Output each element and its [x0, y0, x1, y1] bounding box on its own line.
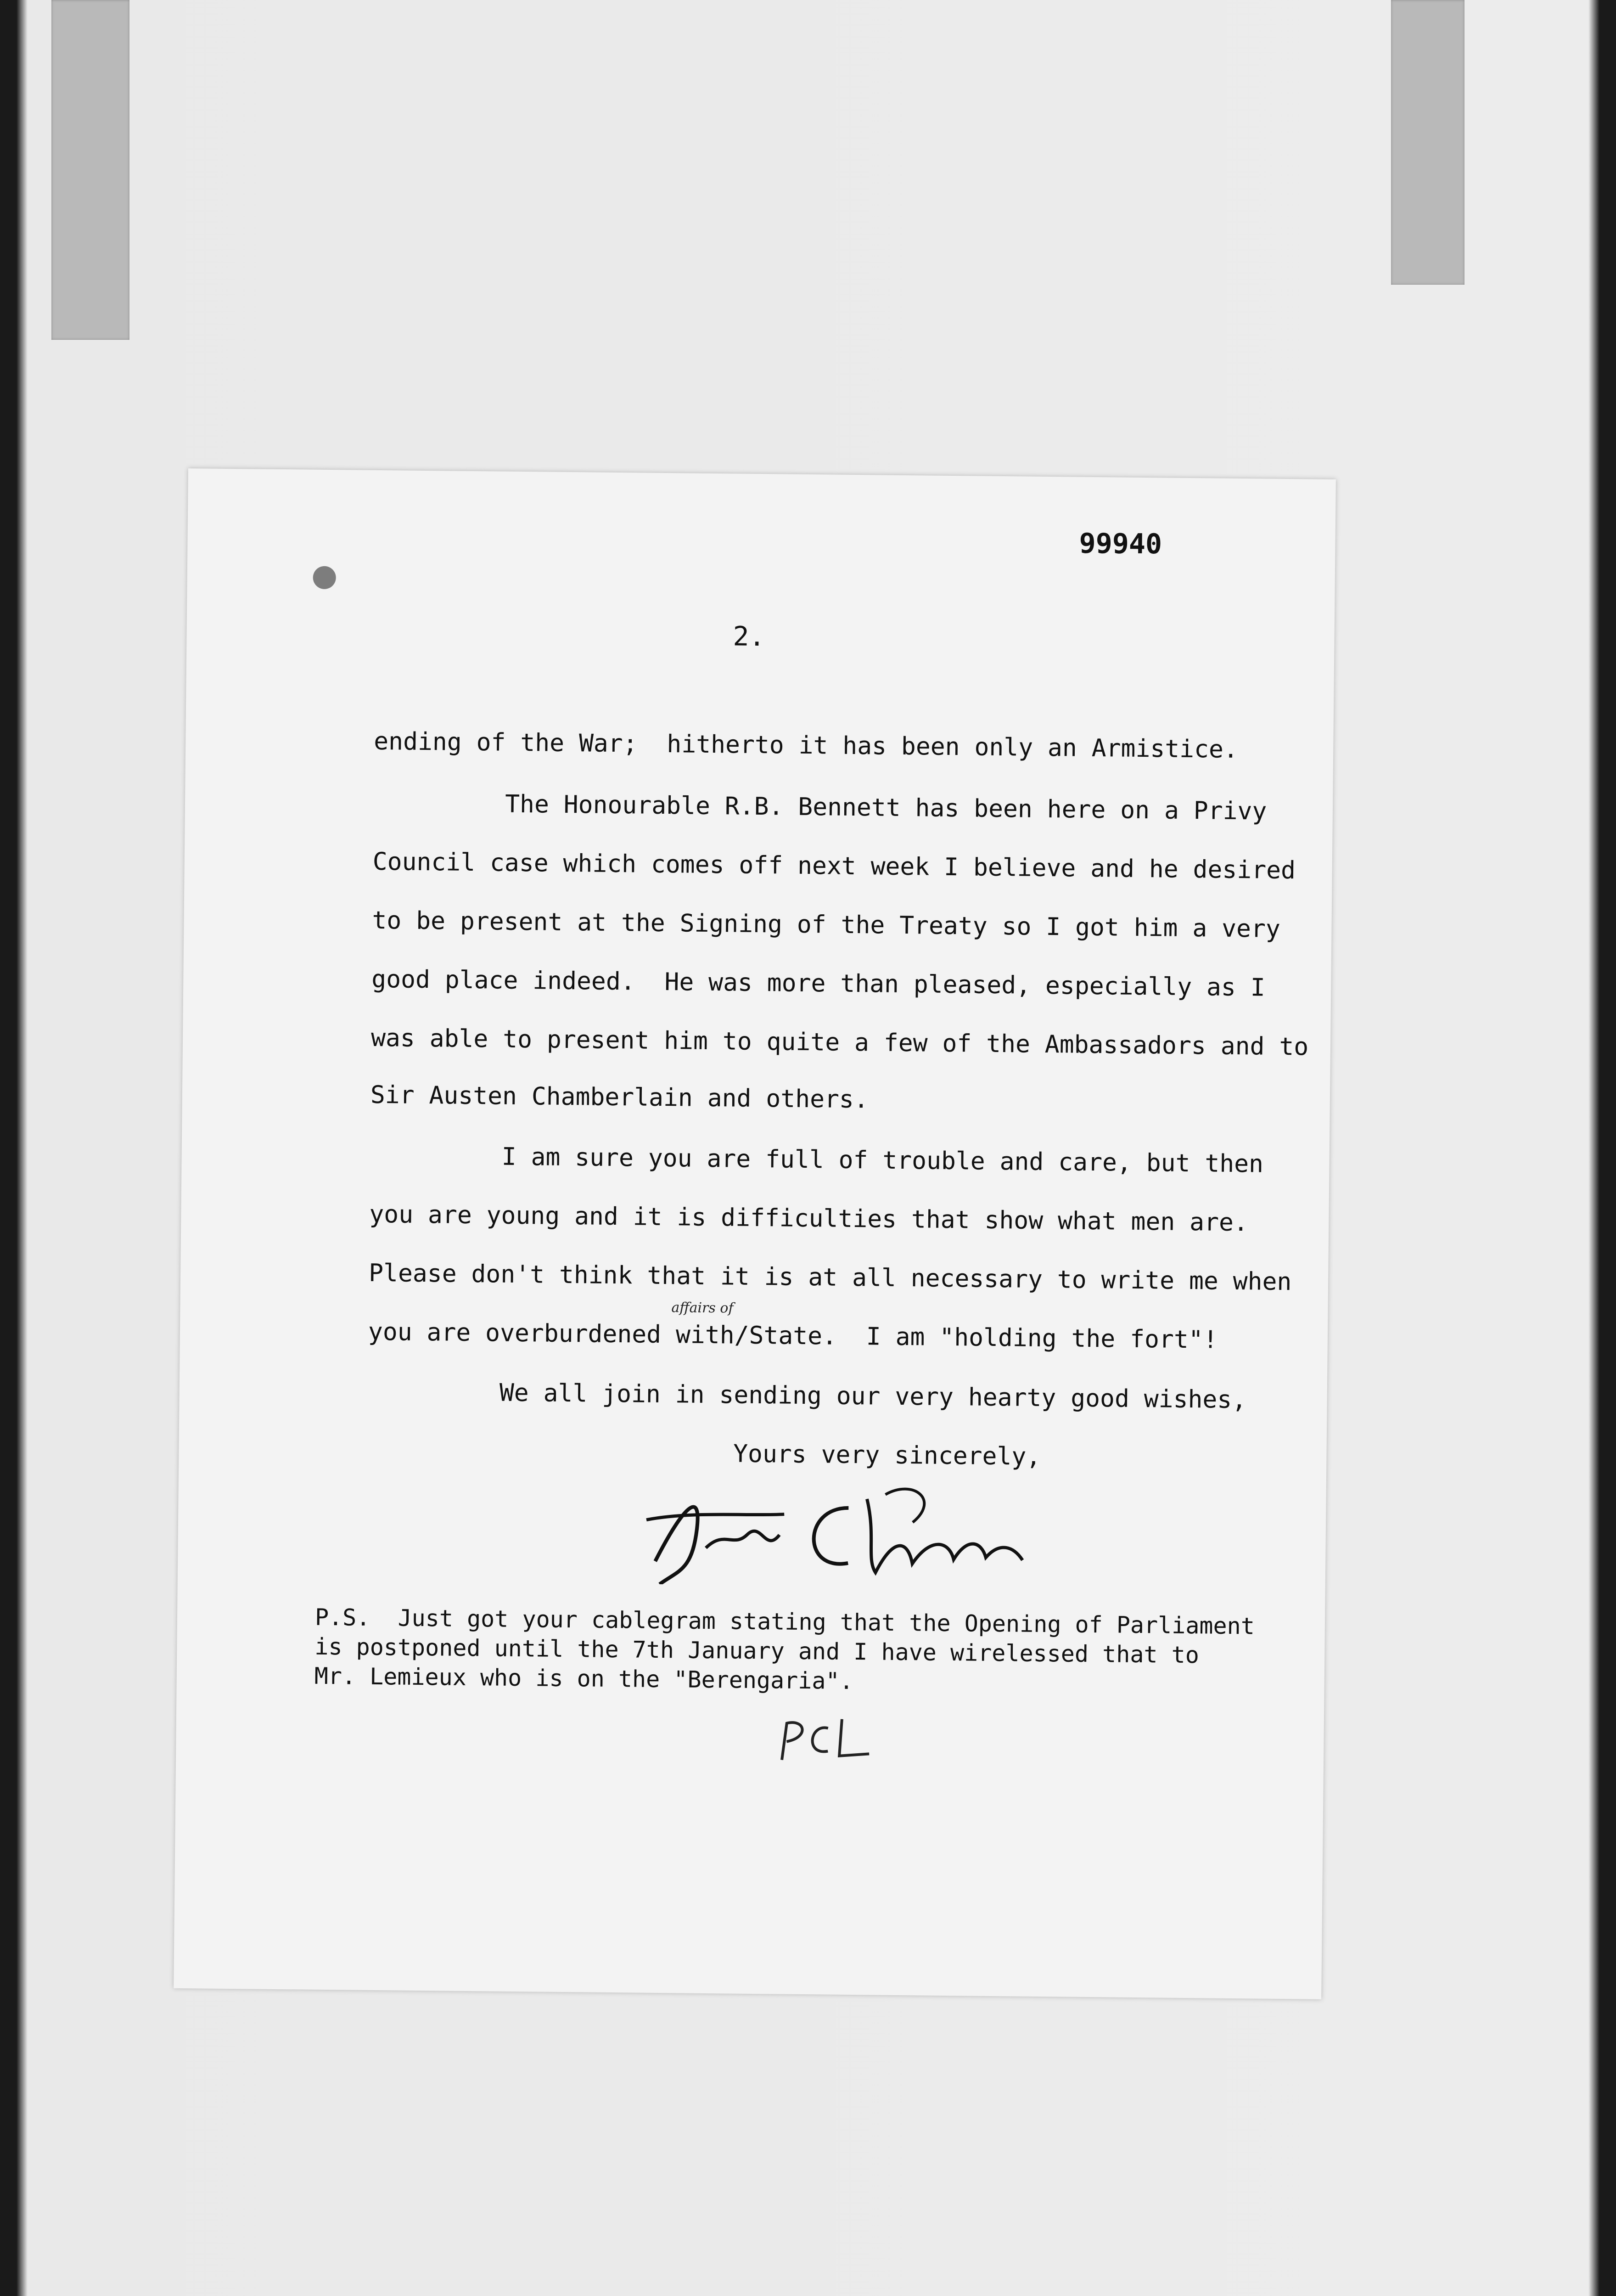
letter-body [367, 470, 1309, 1489]
body-line: ending of the War; hitherto it has been only an Armistice. [374, 727, 1239, 764]
body-line: you are overburdened with/State. I am "holding the fort"! [368, 1317, 1218, 1354]
postscript-line: is postponed until the 7th January and I have wirelessed that to [314, 1633, 1200, 1669]
body-line: to be present at the Signing of the Treaty so I got him a very [372, 906, 1281, 943]
body-line: was able to present him to quite a few of the Ambassadors and to [370, 1024, 1309, 1061]
body-line: Please don't think that it is at all necessary to write me when [368, 1259, 1292, 1296]
handwritten-insertion: affairs of [671, 1300, 734, 1317]
tape-strip [51, 0, 129, 340]
body-line: Sir Austen Chamberlain and others. [370, 1080, 869, 1114]
postscript-line: P.S. Just got your cablegram stating that the Opening of Parliament [314, 1604, 1255, 1640]
punch-hole [313, 566, 336, 589]
letter-page [174, 468, 1336, 1999]
body-line: Yours very sincerely, [367, 1436, 1041, 1471]
body-line: you are young and it is difficulties that show what men are. [369, 1200, 1249, 1237]
body-line: Council case which comes off next week I believe and he desired [372, 847, 1296, 885]
tape-strip [1391, 0, 1464, 285]
postscript [314, 1604, 1302, 1719]
document-number: 99940 [1079, 527, 1162, 561]
postscript-line: Mr. Lemieux who is on the "Berengaria". [314, 1662, 853, 1695]
initials-image [773, 1714, 874, 1765]
body-line: good place indeed. He was more than pleased, especially as I [371, 965, 1265, 1002]
body-line: We all join in sending our very hearty good wishes, [367, 1377, 1247, 1414]
body-line: The Honourable R.B. Bennett has been here on a Privy [373, 788, 1267, 826]
signature-image [628, 1478, 1042, 1588]
page-number: 2. [733, 620, 765, 653]
body-line: I am sure you are full of trouble and care, but then [370, 1141, 1264, 1178]
